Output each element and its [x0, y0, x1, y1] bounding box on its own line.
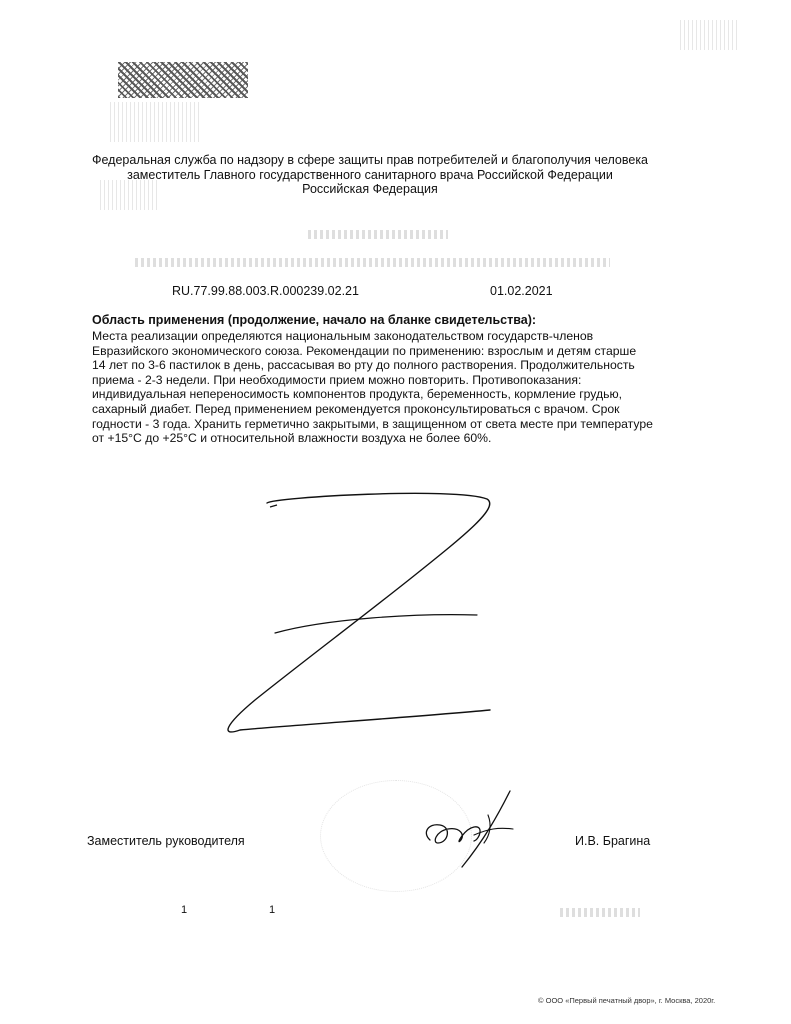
header-line-2: заместитель Главного государственного санитарного врача Российской Федерации [127, 167, 613, 182]
faded-text-line [560, 908, 640, 917]
header-line-1: Федеральная служба по надзору в сфере защиты прав потребителей и благополучия человека [91, 153, 649, 167]
body-line: приема - 2-3 недели. При необходимости прием можно повторить. Противопоказания: [92, 372, 582, 387]
document-header [80, 153, 660, 197]
body-line: годности - 3 года. Хранить герметично закрытыми, в защищенном от света месте при температуре [92, 416, 653, 431]
faded-text-line [135, 258, 610, 267]
body-line: Места реализации определяются национальным законодательством государств-членов [92, 329, 594, 343]
body-line: индивидуальная непереносимость компонентов продукта, беременность, кормление грудью, [92, 387, 622, 402]
body-line: от +15°С до +25°С и относительной влажности воздуха не более 60%. [92, 431, 492, 446]
scan-noise [680, 20, 740, 50]
z-cancellation-mark [215, 485, 505, 745]
body-line: сахарный диабет. Перед применением рекомендуется проконсультироваться с врачом. Срок [92, 401, 620, 416]
printer-footer: © ООО «Первый печатный двор», г. Москва, 2020г. [538, 996, 716, 1005]
header-line-3: Российская Федерация [302, 182, 438, 196]
scan-noise [110, 102, 200, 142]
body-line: 14 лет по 3-6 пастилок в день, рассасывая во рту до полного растворения. Продолжительность [92, 358, 635, 373]
body-line: Евразийского экономического союза. Рекомендации по применению: взрослым и детям старше [92, 343, 637, 358]
page-number-left: 1 [181, 904, 188, 916]
signer-title: Заместитель руководителя [87, 834, 245, 848]
registration-date: 01.02.2021 [490, 284, 553, 298]
scanned-emblem-artifact [118, 62, 248, 98]
section-title: Область применения (продолжение, начало на бланке свидетельства): [92, 313, 537, 327]
signer-name: И.В. Брагина [575, 834, 651, 848]
registration-number: RU.77.99.88.003.R.000239.02.21 [172, 284, 359, 298]
signature [418, 785, 528, 870]
page-number-right: 1 [269, 904, 276, 916]
faded-text-line [308, 230, 448, 239]
section-body [92, 329, 677, 446]
